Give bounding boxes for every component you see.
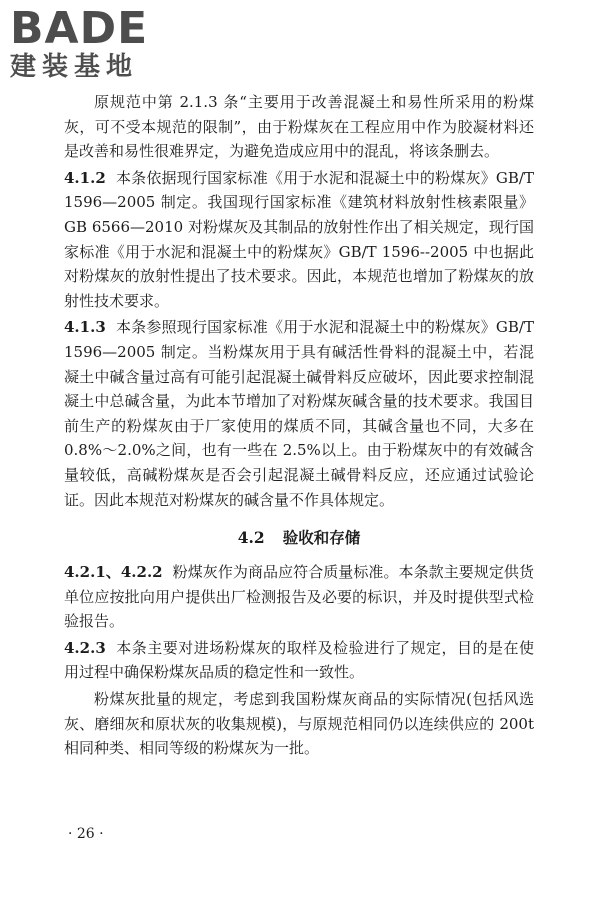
paragraph: 原规范中第 2.1.3 条“主要用于改善混凝土和易性所采用的粉煤灰，可不受本规范的限制”，由于粉煤灰在工程应用中作为胶凝材料还是改善和易性很难界定，为避免造成应用中的混乱，将该条删去。	[64, 93, 534, 161]
section-heading	[64, 526, 534, 548]
clause-number: 4.1.3	[64, 318, 106, 337]
paragraph: 粉煤灰批量的规定，考虑到我国粉煤灰商品的实际情况(包括风选灰、磨细灰和原状灰的收集规模)，与原规范相同仍以连续供应的 200t 相同种类、相同等级的粉煤灰为一批。	[64, 690, 534, 758]
clause-text: 粉煤灰作为商品应符合质量标准。本条款主要规定供货单位应按批向用户提供出厂检测报告及必要的标识，并及时提供型式检验报告。	[64, 563, 534, 631]
clause-4-2-3	[64, 636, 534, 685]
document-body	[64, 90, 534, 763]
section-number: 4.2	[237, 528, 265, 548]
page-number: · 26 ·	[68, 826, 104, 842]
clause-text: 本条参照现行国家标准《用于水泥和混凝土中的粉煤灰》GB/T 1596—2005 制定。当粉煤灰用于具有碱活性骨料的混凝土中，若混凝土中碱含量过高有可能引起混凝土碱骨料反应破坏，因此要求控制混凝土中总碱含量，为此本节增加了对粉煤灰碱含量的技术要求。我国目前生产的粉煤灰由于厂家使用的煤质不同，其碱含量也不同，大多在 0.8%～2.0%之间，也有一些在 2.5%以上。由于粉煤灰中的有效碱含量较低，高碱粉煤灰是否会引起混凝土碱骨料反应，还应通过试验论证。因此本规范对粉煤灰的碱含量不作具体规定。	[64, 318, 534, 509]
clause-text: 本条主要对进场粉煤灰的取样及检验进行了规定，目的是在使用过程中确保粉煤灰品质的稳定性和一致性。	[64, 638, 534, 682]
clause-text: 本条依据现行国家标准《用于水泥和混凝土中的粉煤灰》GB/T 1596—2005 制定。我国现行国家标准《建筑材料放射性核素限量》GB 6566—2010 对粉煤灰及其制品的放射性作出了相关规定，现行国家标准《用于水泥和混凝土中的粉煤灰》GB/T 1596--2005 中也据此对粉煤灰的放射性提出了技术要求。因此，本规范也增加了粉煤灰的放射性技术要求。	[64, 168, 534, 310]
clause-number: 4.2.1、4.2.2	[64, 563, 163, 582]
clause-number: 4.1.2	[64, 168, 106, 187]
logo-wordmark: BADE	[10, 3, 149, 54]
clause-4-1-3	[64, 315, 534, 512]
clause-4-2-1	[64, 560, 534, 634]
section-title: 验收和存储	[282, 528, 361, 548]
logo	[10, 3, 180, 82]
logo-subtitle: 建装基地	[10, 52, 139, 82]
clause-4-1-2	[64, 166, 534, 314]
clause-number: 4.2.3	[64, 638, 106, 657]
